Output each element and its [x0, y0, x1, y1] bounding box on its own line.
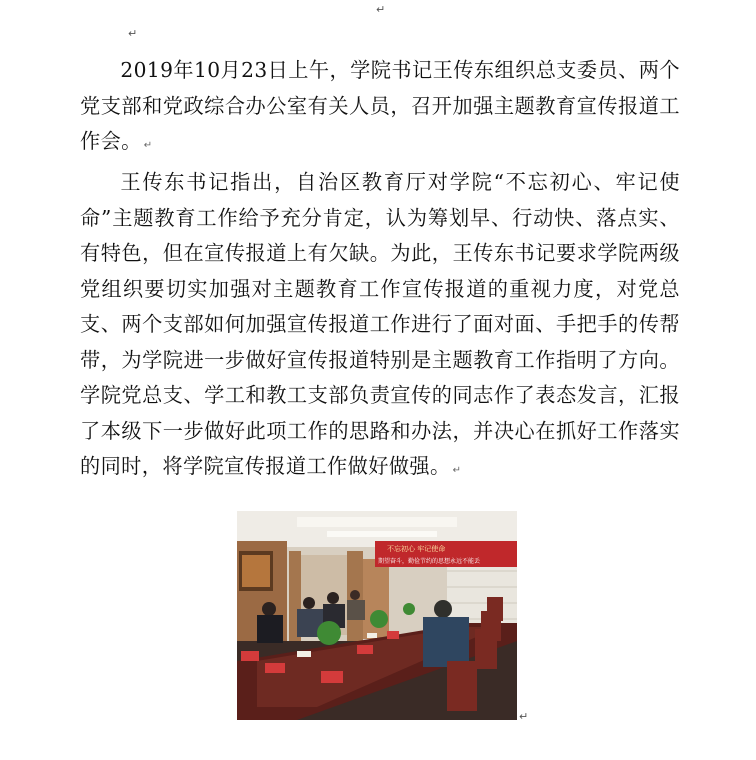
chair — [487, 597, 503, 621]
paragraph-secretary-remarks — [80, 165, 680, 489]
paragraph-mark: ↵ — [143, 140, 153, 151]
plant — [317, 621, 341, 645]
chair — [447, 661, 477, 711]
paragraph-mark-photo: ↵ — [519, 710, 529, 723]
meeting-photo — [237, 511, 517, 720]
banner-text: 不忘初心 牢记使命 — [387, 545, 446, 553]
paragraph-text: 2019年10月23日上午，学院书记王传东组织总支委员、两个党支部和党政综合办公室有关人员，召开加强主题教育宣传报道工作会。 — [80, 58, 680, 153]
paragraph-meeting-intro — [80, 53, 680, 164]
plant — [403, 603, 415, 615]
paragraph-mark: ↵ — [452, 465, 461, 476]
plant — [370, 610, 388, 628]
paragraph-mark-empty-line: ↵ — [128, 27, 138, 40]
paragraph-mark-top: ↵ — [376, 3, 386, 16]
banner-subtext: 期望奋斗，勤俭节约的思想永远不能丢 — [378, 558, 481, 565]
paragraph-text: 王传东书记指出，自治区教育厅对学院“不忘初心、牢记使命”主题教育工作给予充分肯定，认为筹划早、行动快、落点实、有特色，但在宣传报道上有欠缺。为此，王传东书记要求学院两级党组织要切实加强对主题教育工作宣传报道的重视力度，对党总支、两个支部如何加强宣传报道工作进行了面对面、手把手的传帮带，为学院进一步做好宣传报道特别是主题教育工作指明了方向。学院党总支、学工和教工支部负责宣传的同志作了表态发言，汇报了本级下一步做好此项工作的思路和办法，并决心在抓好工作落实的同时，将学院宣传报道工作做好做强。 — [80, 170, 680, 478]
